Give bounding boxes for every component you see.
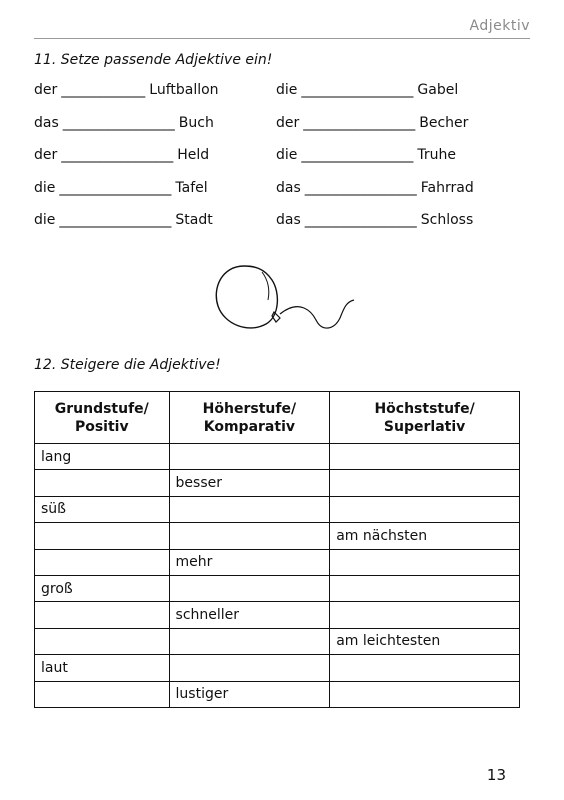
cloze-item <box>34 115 214 131</box>
table-cell[interactable] <box>330 496 520 522</box>
table-cell[interactable] <box>35 470 170 496</box>
table-cell[interactable]: lang <box>35 444 170 470</box>
cloze-row <box>34 115 534 148</box>
noun: Becher <box>419 114 469 131</box>
table-header-row <box>35 392 520 444</box>
noun: Tafel <box>175 179 208 196</box>
article: die <box>276 147 298 163</box>
noun: Held <box>177 147 210 163</box>
answer-blank[interactable]: ________________ <box>59 212 172 228</box>
running-head: Adjektiv <box>469 18 530 34</box>
answer-blank[interactable]: ________________ <box>303 114 416 131</box>
table-cell[interactable] <box>35 602 170 628</box>
table-row <box>35 681 520 707</box>
cloze-item <box>34 82 219 98</box>
task-12-heading: 12. Steigere die Adjektive! <box>34 357 221 373</box>
column-header-positiv: Grundstufe/ Positiv <box>35 392 170 444</box>
article: der <box>34 82 58 98</box>
table-cell[interactable]: am leichtesten <box>330 628 520 654</box>
table-cell[interactable] <box>169 444 330 470</box>
answer-blank[interactable]: ________________ <box>301 82 414 98</box>
noun: Truhe <box>417 147 456 163</box>
cloze-row <box>34 82 534 115</box>
table-cell[interactable] <box>35 681 170 707</box>
cloze-row <box>34 212 534 245</box>
table-cell[interactable] <box>330 655 520 681</box>
article: die <box>34 179 56 196</box>
table-row <box>35 523 520 549</box>
cloze-item <box>276 180 474 196</box>
table-cell[interactable] <box>169 575 330 601</box>
balloon-icon <box>204 258 364 338</box>
table-cell[interactable] <box>330 444 520 470</box>
table-cell[interactable] <box>169 523 330 549</box>
cloze-item <box>276 147 456 163</box>
table-cell[interactable] <box>330 602 520 628</box>
table-cell[interactable]: am nächsten <box>330 523 520 549</box>
article: der <box>34 147 58 163</box>
table-cell[interactable] <box>169 496 330 522</box>
table-cell[interactable]: besser <box>169 470 330 496</box>
noun: Fahrrad <box>420 179 474 196</box>
noun: Buch <box>178 114 214 131</box>
table-row <box>35 602 520 628</box>
table-row <box>35 575 520 601</box>
column-header-superlativ: Höchststufe/ Superlativ <box>330 392 520 444</box>
answer-blank[interactable]: ________________ <box>61 147 174 163</box>
answer-blank[interactable]: ________________ <box>304 212 417 228</box>
article: die <box>276 82 298 98</box>
cloze-item <box>34 180 208 196</box>
noun: Stadt <box>175 212 213 228</box>
cloze-item <box>34 147 209 163</box>
cloze-item <box>276 82 458 98</box>
table-row <box>35 496 520 522</box>
cloze-row <box>34 180 534 213</box>
cloze-item <box>276 212 473 228</box>
table-cell[interactable] <box>330 470 520 496</box>
header-rule <box>34 38 530 39</box>
answer-blank[interactable]: ________________ <box>301 147 414 163</box>
table-row <box>35 549 520 575</box>
answer-blank[interactable]: ____________ <box>61 82 146 98</box>
table-cell[interactable]: laut <box>35 655 170 681</box>
table-cell[interactable]: lustiger <box>169 681 330 707</box>
comparison-table <box>34 391 520 708</box>
table-cell[interactable] <box>330 681 520 707</box>
noun: Gabel <box>417 82 459 98</box>
answer-blank[interactable]: ________________ <box>59 179 172 196</box>
cloze-row <box>34 147 534 180</box>
article: der <box>276 114 300 131</box>
table-cell[interactable]: schneller <box>169 602 330 628</box>
table-cell[interactable] <box>169 655 330 681</box>
answer-blank[interactable]: ________________ <box>62 114 175 131</box>
table-cell[interactable] <box>35 523 170 549</box>
article: die <box>34 212 56 228</box>
cloze-item <box>276 115 468 131</box>
table-row <box>35 655 520 681</box>
noun: Luftballon <box>149 82 219 98</box>
table-cell[interactable]: süß <box>35 496 170 522</box>
article: das <box>34 114 59 131</box>
page-number: 13 <box>486 766 506 784</box>
cloze-exercise <box>34 82 534 245</box>
table-cell[interactable]: groß <box>35 575 170 601</box>
column-header-komparativ: Höherstufe/ Komparativ <box>169 392 330 444</box>
table-row <box>35 444 520 470</box>
table-cell[interactable] <box>169 628 330 654</box>
table-cell[interactable] <box>35 549 170 575</box>
answer-blank[interactable]: ________________ <box>304 179 417 196</box>
table-cell[interactable] <box>330 575 520 601</box>
article: das <box>276 212 301 228</box>
table-cell[interactable]: mehr <box>169 549 330 575</box>
table-cell[interactable] <box>35 628 170 654</box>
table-cell[interactable] <box>330 549 520 575</box>
task-11-heading: 11. Setze passende Adjektive ein! <box>34 52 273 68</box>
article: das <box>276 179 301 196</box>
table-row <box>35 470 520 496</box>
noun: Schloss <box>420 212 474 228</box>
table-row <box>35 628 520 654</box>
cloze-item <box>34 212 213 228</box>
